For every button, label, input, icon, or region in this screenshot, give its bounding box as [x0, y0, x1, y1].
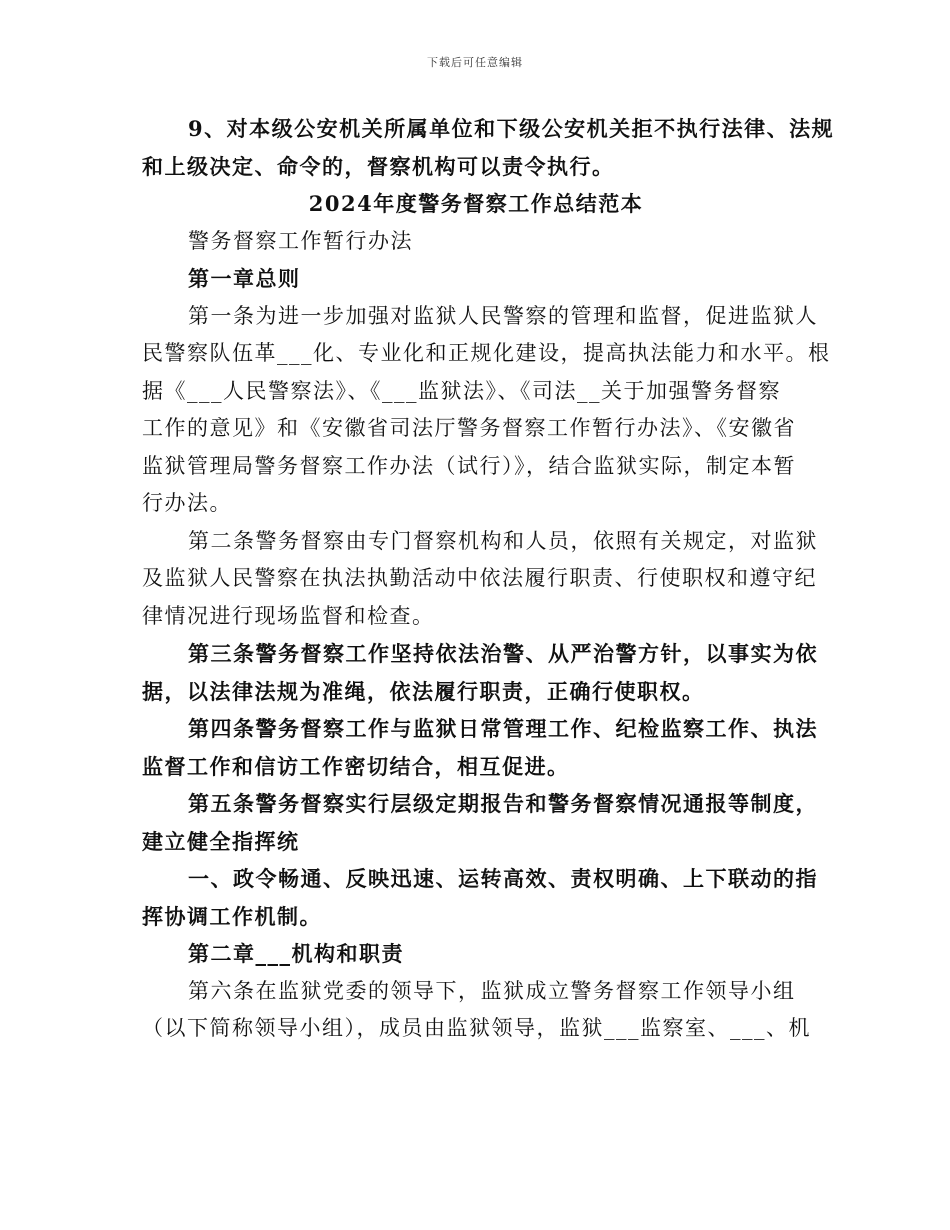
document-body — [142, 110, 835, 1048]
text-line: 监督工作和信访工作密切结合，相互促进。 — [142, 753, 570, 779]
text-line: 和上级决定、命令的，督察机构可以责令执行。 — [142, 153, 615, 179]
text-line: 9、对本级公安机关所属单位和下级公安机关拒不执行法律、法规 — [188, 116, 835, 141]
text-line: 第四条警务督察工作与监狱日常管理工作、纪检监察工作、执法 — [188, 716, 818, 741]
text-line: 警务督察工作暂行办法 — [188, 228, 413, 253]
text-line: 建立健全指挥统 — [142, 828, 300, 854]
text-line: 第一条为进一步加强对监狱人民警察的管理和监督，促进监狱人 — [188, 303, 818, 328]
text-line: 一、政令畅通、反映迅速、运转高效、责权明确、上下联动的指 — [188, 866, 818, 891]
text-line: 第六条在监狱党委的领导下，监狱成立警务督察工作领导小组 — [188, 978, 796, 1003]
page-header-note: 下载后可任意编辑 — [427, 56, 523, 69]
text-line: 据，以法律法规为准绳，依法履行职责，正确行使职权。 — [142, 678, 705, 704]
text-line: 律情况进行现场监督和检查。 — [142, 603, 435, 628]
text-line: （以下简称领导小组），成员由监狱领导，监狱___监察室、___、机 — [142, 1016, 811, 1040]
text-line: 挥协调工作机制。 — [142, 903, 322, 929]
text-line: 第二条警务督察由专门督察机构和人员，依照有关规定，对监狱 — [188, 528, 818, 553]
text-line: 第三条警务督察工作坚持依法治警、从严治警方针，以事实为依 — [188, 641, 818, 666]
text-line: 第二章___机构和职责 — [188, 941, 404, 966]
text-line: 及监狱人民警察在执法执勤活动中依法履行职责、行使职权和遵守纪 — [142, 566, 817, 590]
text-line: 第一章总则 — [188, 266, 301, 291]
text-line: 民警察队伍革___化、专业化和正规化建设，提高执法能力和水平。根 — [142, 341, 831, 365]
text-line: 第五条警务督察实行层级定期报告和警务督察情况通报等制度， — [188, 791, 818, 816]
text-line: 据《___人民警察法》、《___监狱法》、《司法__关于加强警务督察 — [142, 378, 781, 403]
document-title: 2024年度警务督察工作总结范本 — [308, 191, 644, 216]
text-line: 工作的意见》和《安徽省司法厅警务督察工作暂行办法》、《安徽省 — [142, 416, 796, 440]
text-line: 监狱管理局警务督察工作办法（试行）》，结合监狱实际，制定本暂 — [142, 453, 796, 478]
text-line: 行办法。 — [142, 491, 232, 515]
